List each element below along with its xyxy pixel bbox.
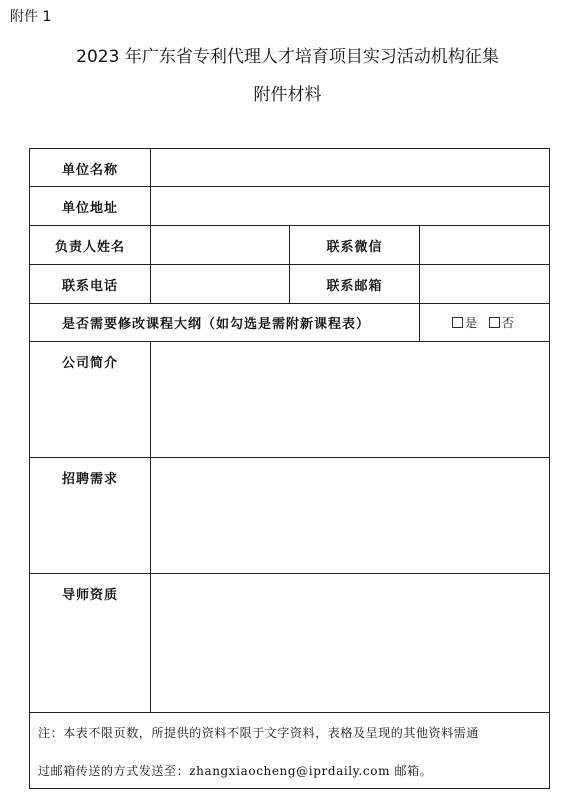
page-title: 2023 年广东省专利代理人才培育项目实习活动机构征集: [76, 47, 499, 67]
company-intro-field[interactable]: [151, 342, 549, 457]
row-divider: [30, 712, 549, 713]
company-intro-label: 公司简介: [61, 356, 118, 371]
mentor-field[interactable]: [151, 574, 549, 712]
note-line-1: 注：本表不限页数，所提供的资料不限于文字资料，表格及呈现的其他资料需通: [38, 726, 480, 740]
syllabus-checkbox-group: [448, 314, 514, 331]
unit-address-field[interactable]: [151, 187, 549, 225]
annex-label: 附件 1: [10, 9, 52, 25]
no-option-label: 否: [501, 316, 514, 330]
wechat-label: 联系微信: [326, 240, 383, 255]
unit-name-label: 单位名称: [61, 163, 118, 178]
principal-name-field[interactable]: [151, 226, 289, 264]
row-divider: [30, 303, 549, 304]
yes-option-label: 是: [465, 316, 478, 330]
mentor-label: 导师资质: [61, 588, 118, 603]
wechat-field[interactable]: [420, 226, 549, 264]
email-label: 联系邮箱: [326, 279, 383, 294]
application-form-table: [29, 148, 550, 789]
phone-field[interactable]: [151, 265, 289, 303]
note-line-2: 过邮箱传送的方式发送至：zhangxiaocheng@iprdaily.com 邮箱。: [38, 764, 433, 778]
yes-checkbox[interactable]: [452, 317, 463, 328]
principal-name-label: 负责人姓名: [54, 240, 125, 255]
recruitment-label: 招聘需求: [61, 472, 118, 487]
unit-address-label: 单位地址: [61, 201, 118, 216]
phone-label: 联系电话: [61, 279, 118, 294]
recruitment-field[interactable]: [151, 458, 549, 573]
syllabus-question-label: 是否需要修改课程大纲（如勾选是需附新课程表）: [62, 317, 371, 332]
no-checkbox[interactable]: [489, 317, 500, 328]
email-field[interactable]: [420, 265, 549, 303]
page-subtitle: 附件材料: [253, 85, 322, 105]
unit-name-field[interactable]: [151, 149, 549, 186]
